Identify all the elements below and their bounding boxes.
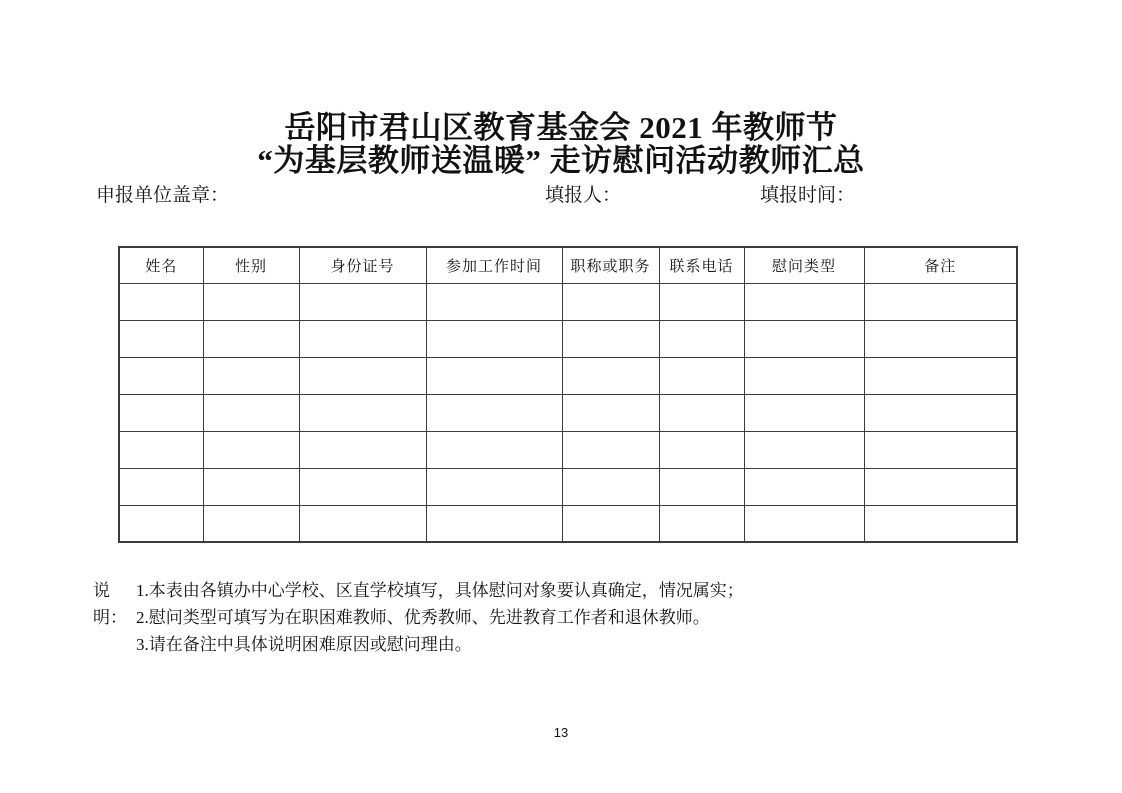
table-cell: [203, 320, 299, 357]
notes-label: 说明：: [93, 581, 127, 627]
table-cell: [119, 283, 203, 320]
table-cell: [119, 468, 203, 505]
table-body: [119, 283, 1017, 542]
table-cell: [203, 357, 299, 394]
table-cell: [659, 320, 744, 357]
table-cell: [119, 431, 203, 468]
column-header-title-or-position: 职称或职务: [562, 247, 659, 283]
column-header-name: 姓名: [119, 247, 203, 283]
table-cell: [744, 505, 864, 542]
table-row: [119, 468, 1017, 505]
note-item-1: 1.本表由各镇办中心学校、区直学校填写，具体慰问对象要认真确定，情况属实；: [136, 581, 744, 600]
table-cell: [203, 505, 299, 542]
table-cell: [659, 431, 744, 468]
table-cell: [426, 283, 562, 320]
info-line: [0, 183, 1122, 209]
column-header-remarks: 备注: [864, 247, 1017, 283]
column-header-visit-type: 慰问类型: [744, 247, 864, 283]
table-cell: [299, 394, 426, 431]
table-cell: [426, 394, 562, 431]
table-cell: [426, 505, 562, 542]
fill-time-label: 填报时间：: [760, 185, 856, 206]
page-title-line-2: “为基层教师送温暖” 走访慰问活动教师汇总: [257, 143, 865, 178]
table-header-row: [119, 247, 1017, 283]
table-row: [119, 357, 1017, 394]
table-cell: [744, 283, 864, 320]
table-cell: [744, 394, 864, 431]
table-cell: [659, 468, 744, 505]
page-title-line-1: 岳阳市君山区教育基金会 2021 年教师节: [284, 110, 838, 145]
table-cell: [864, 505, 1017, 542]
table-cell: [119, 505, 203, 542]
table-cell: [299, 505, 426, 542]
column-header-gender: 性别: [203, 247, 299, 283]
column-header-id-number: 身份证号: [299, 247, 426, 283]
table-cell: [299, 357, 426, 394]
table-cell: [864, 394, 1017, 431]
table-cell: [864, 357, 1017, 394]
table-cell: [864, 320, 1017, 357]
table-cell: [299, 320, 426, 357]
notes-block: [93, 577, 744, 658]
table-cell: [119, 394, 203, 431]
table-cell: [203, 468, 299, 505]
table-cell: [562, 394, 659, 431]
table-cell: [119, 357, 203, 394]
column-header-phone: 联系电话: [659, 247, 744, 283]
table-cell: [562, 320, 659, 357]
table-cell: [744, 320, 864, 357]
column-header-work-start-date: 参加工作时间: [426, 247, 562, 283]
table-cell: [864, 431, 1017, 468]
table-cell: [864, 283, 1017, 320]
table-cell: [864, 468, 1017, 505]
table-cell: [659, 283, 744, 320]
table-cell: [203, 394, 299, 431]
table-cell: [562, 431, 659, 468]
table-cell: [659, 357, 744, 394]
unit-seal-label: 申报单位盖章：: [96, 185, 230, 206]
table-cell: [119, 320, 203, 357]
table-cell: [299, 468, 426, 505]
note-item-3: 3.请在备注中具体说明困难原因或慰问理由。: [136, 635, 472, 654]
table-row: [119, 394, 1017, 431]
table-cell: [426, 468, 562, 505]
summary-table: [118, 246, 1018, 543]
table-cell: [744, 468, 864, 505]
table-cell: [426, 320, 562, 357]
page-title: [0, 111, 1122, 177]
filler-label: 填报人：: [545, 185, 622, 206]
note-item-2: 2.慰问类型可填写为在职困难教师、优秀教师、先进教育工作者和退休教师。: [136, 608, 710, 627]
table-cell: [203, 431, 299, 468]
table-cell: [744, 357, 864, 394]
table-cell: [299, 283, 426, 320]
table-cell: [562, 283, 659, 320]
table-cell: [744, 431, 864, 468]
table-cell: [203, 283, 299, 320]
page-number: 13: [553, 725, 569, 740]
table-cell: [299, 431, 426, 468]
table-cell: [659, 394, 744, 431]
table-cell: [659, 505, 744, 542]
table-row: [119, 431, 1017, 468]
table-cell: [562, 357, 659, 394]
table-cell: [426, 357, 562, 394]
table-cell: [562, 505, 659, 542]
table-row: [119, 320, 1017, 357]
table-cell: [562, 468, 659, 505]
table-row: [119, 505, 1017, 542]
table-row: [119, 283, 1017, 320]
table-cell: [426, 431, 562, 468]
notes-items: [136, 577, 744, 658]
